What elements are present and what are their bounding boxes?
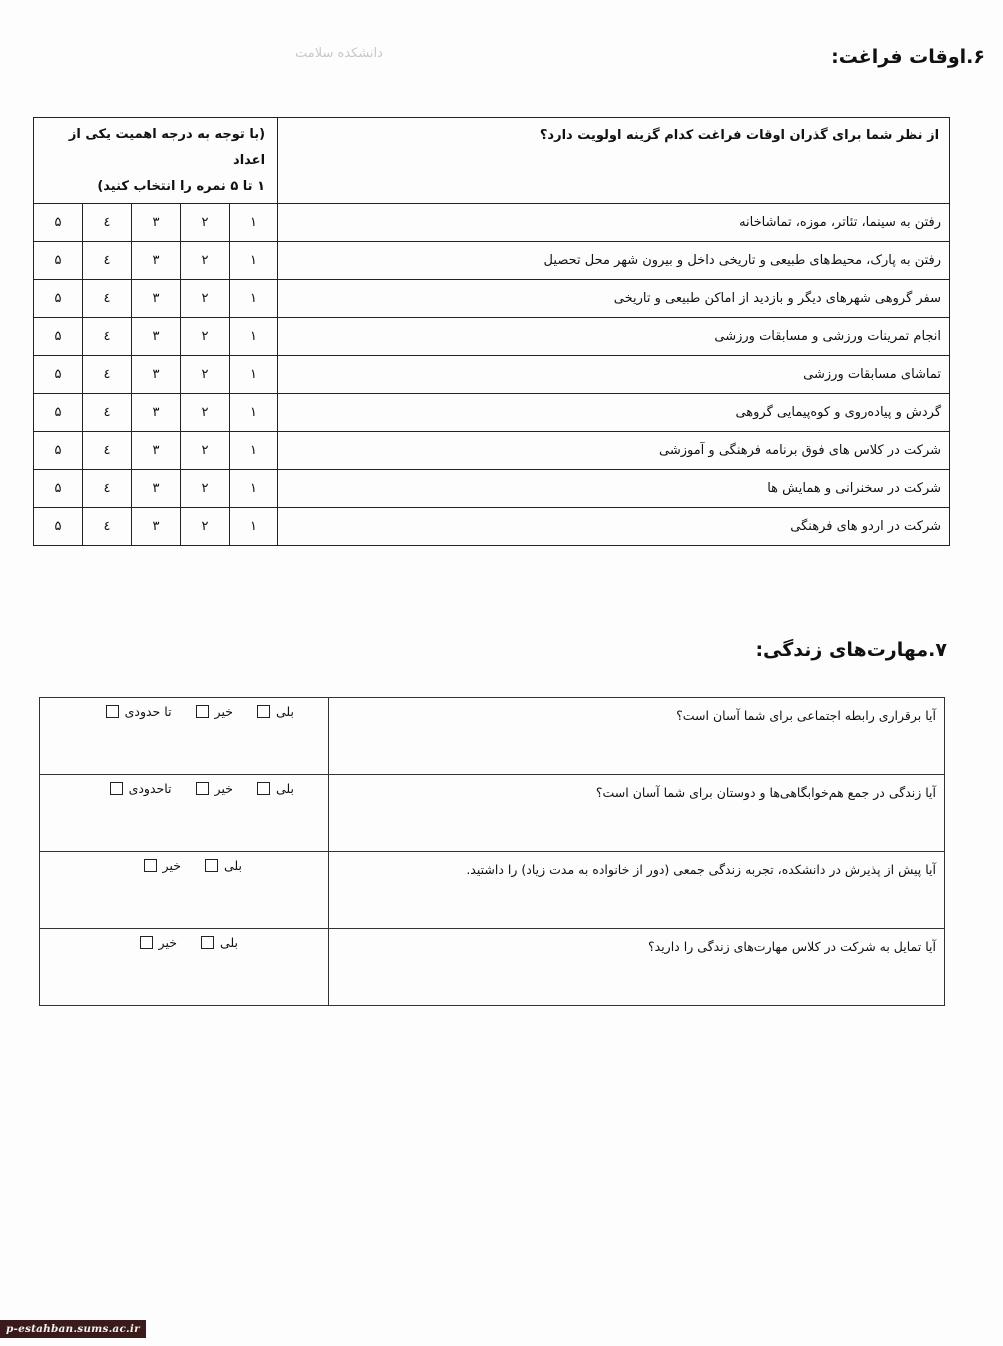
- checkbox[interactable]: [257, 705, 270, 718]
- score-option[interactable]: ۳: [132, 204, 181, 242]
- score-option[interactable]: ۵: [34, 508, 83, 546]
- score-option[interactable]: ۱: [230, 318, 278, 356]
- life-skill-question: آیا برقراری رابطه اجتماعی برای شما آسان است؟: [329, 698, 945, 775]
- life-skill-question: آیا پیش از پذیرش در دانشکده، تجربه زندگی جمعی (دور از خانواده به مدت زیاد) را داشتید.: [329, 852, 945, 929]
- score-option[interactable]: ۲: [181, 356, 230, 394]
- option-label: بلی: [275, 704, 294, 719]
- site-watermark: p-estahban.sums.ac.ir: [0, 1320, 146, 1338]
- leisure-priority-table: [33, 117, 950, 546]
- table-row: [40, 929, 945, 1006]
- checkbox[interactable]: [257, 782, 270, 795]
- score-option[interactable]: ۵: [34, 242, 83, 280]
- score-option[interactable]: ۱: [230, 356, 278, 394]
- score-option[interactable]: ۵: [34, 204, 83, 242]
- checkbox[interactable]: [196, 705, 209, 718]
- checkbox[interactable]: [144, 859, 157, 872]
- score-option[interactable]: ۳: [132, 242, 181, 280]
- leisure-item-label: شرکت در اردو های فرهنگی: [278, 508, 950, 546]
- score-option[interactable]: ۲: [181, 242, 230, 280]
- life-skill-question: آیا تمایل به شرکت در کلاس مهارت‌های زندگی را دارید؟: [329, 929, 945, 1006]
- score-option[interactable]: ٤: [83, 204, 132, 242]
- table-row: [40, 698, 945, 775]
- score-option[interactable]: ۳: [132, 394, 181, 432]
- scale-instruction-line2: ۱ تا ۵ نمره را انتخاب کنید): [97, 179, 266, 194]
- score-option[interactable]: ۱: [230, 204, 278, 242]
- section-6-title: ۶.اوقات فراغت:: [831, 46, 985, 68]
- score-option[interactable]: ۱: [230, 470, 278, 508]
- leisure-item-label: تماشای مسابقات ورزشی: [278, 356, 950, 394]
- score-option[interactable]: ۲: [181, 204, 230, 242]
- table-row: [34, 432, 950, 470]
- score-option[interactable]: ۳: [132, 356, 181, 394]
- score-option[interactable]: ٤: [83, 394, 132, 432]
- leisure-item-label: سفر گروهی شهرهای دیگر و بازدید از اماکن طبیعی و تاریخی: [278, 280, 950, 318]
- checkbox[interactable]: [201, 936, 214, 949]
- section-7-title: ۷.مهارت‌های زندگی:: [755, 639, 947, 661]
- answer-options: [40, 929, 329, 1006]
- score-option[interactable]: ۱: [230, 242, 278, 280]
- answer-option[interactable]: [257, 781, 294, 796]
- score-option[interactable]: ۳: [132, 432, 181, 470]
- answer-option[interactable]: [106, 704, 172, 719]
- answer-option[interactable]: [140, 935, 177, 950]
- answer-option[interactable]: [196, 781, 233, 796]
- table-row: [40, 852, 945, 929]
- score-option[interactable]: ۵: [34, 432, 83, 470]
- table-row: [34, 280, 950, 318]
- answer-options: [40, 852, 329, 929]
- answer-option[interactable]: [196, 704, 233, 719]
- score-option[interactable]: ۲: [181, 318, 230, 356]
- score-option[interactable]: ٤: [83, 280, 132, 318]
- score-option[interactable]: ۲: [181, 508, 230, 546]
- faint-header-text: دانشکده سلامت: [295, 46, 383, 61]
- answer-option[interactable]: [144, 858, 181, 873]
- scale-instruction: [34, 118, 278, 204]
- checkbox[interactable]: [106, 705, 119, 718]
- leisure-item-label: شرکت در کلاس های فوق برنامه فرهنگی و آموزشی: [278, 432, 950, 470]
- score-option[interactable]: ۵: [34, 318, 83, 356]
- score-option[interactable]: ٤: [83, 432, 132, 470]
- leisure-item-label: رفتن به سینما، تئاتر، موزه، تماشاخانه: [278, 204, 950, 242]
- score-option[interactable]: ۵: [34, 280, 83, 318]
- table-row: [34, 394, 950, 432]
- leisure-item-label: انجام تمرینات ورزشی و مسابقات ورزشی: [278, 318, 950, 356]
- option-label: تا حدودی: [124, 704, 172, 719]
- checkbox[interactable]: [110, 782, 123, 795]
- leisure-item-label: شرکت در سخنرانی و همایش ها: [278, 470, 950, 508]
- score-option[interactable]: ۳: [132, 280, 181, 318]
- scale-instruction-line1: (با توجه به درجه اهمیت یکی از اعداد: [68, 127, 266, 168]
- option-label: بلی: [223, 858, 242, 873]
- life-skill-question: آیا زندگی در جمع هم‌خوابگاهی‌ها و دوستان برای شما آسان است؟: [329, 775, 945, 852]
- score-option[interactable]: ۱: [230, 394, 278, 432]
- answer-option[interactable]: [257, 704, 294, 719]
- answer-options: [40, 698, 329, 775]
- option-label: بلی: [219, 935, 238, 950]
- score-option[interactable]: ٤: [83, 356, 132, 394]
- answer-option[interactable]: [110, 781, 172, 796]
- score-option[interactable]: ۲: [181, 394, 230, 432]
- checkbox[interactable]: [140, 936, 153, 949]
- option-label: خیر: [214, 704, 233, 719]
- checkbox[interactable]: [196, 782, 209, 795]
- score-option[interactable]: ۳: [132, 508, 181, 546]
- score-option[interactable]: ۲: [181, 432, 230, 470]
- life-skills-table: [39, 697, 945, 1006]
- score-option[interactable]: ۲: [181, 280, 230, 318]
- answer-option[interactable]: [205, 858, 242, 873]
- option-label: خیر: [158, 935, 177, 950]
- score-option[interactable]: ۵: [34, 356, 83, 394]
- table-row: [34, 318, 950, 356]
- score-option[interactable]: ۱: [230, 280, 278, 318]
- score-option[interactable]: ٤: [83, 508, 132, 546]
- table-row: [40, 775, 945, 852]
- score-option[interactable]: ۱: [230, 508, 278, 546]
- table-row: [34, 508, 950, 546]
- option-label: خیر: [214, 781, 233, 796]
- option-label: تاحدودی: [128, 781, 172, 796]
- score-option[interactable]: ۲: [181, 470, 230, 508]
- table-row: [34, 356, 950, 394]
- leisure-item-label: رفتن به پارک، محیط‌های طبیعی و تاریخی داخل و بیرون شهر محل تحصیل: [278, 242, 950, 280]
- table-header-row: [34, 118, 950, 204]
- score-option[interactable]: ۵: [34, 470, 83, 508]
- option-label: خیر: [162, 858, 181, 873]
- table-row: [34, 470, 950, 508]
- score-option[interactable]: ۳: [132, 318, 181, 356]
- score-option[interactable]: ٤: [83, 242, 132, 280]
- score-option[interactable]: ٤: [83, 318, 132, 356]
- score-option[interactable]: ٤: [83, 470, 132, 508]
- score-option[interactable]: ۵: [34, 394, 83, 432]
- table-row: [34, 242, 950, 280]
- answer-options: [40, 775, 329, 852]
- score-option[interactable]: ۱: [230, 432, 278, 470]
- leisure-item-label: گردش و پیاده‌روی و کوه‌پیمایی گروهی: [278, 394, 950, 432]
- option-label: بلی: [275, 781, 294, 796]
- table-row: [34, 204, 950, 242]
- leisure-question: از نظر شما برای گذران اوقات فراغت کدام گزینه اولویت دارد؟: [278, 118, 950, 204]
- checkbox[interactable]: [205, 859, 218, 872]
- answer-option[interactable]: [201, 935, 238, 950]
- score-option[interactable]: ۳: [132, 470, 181, 508]
